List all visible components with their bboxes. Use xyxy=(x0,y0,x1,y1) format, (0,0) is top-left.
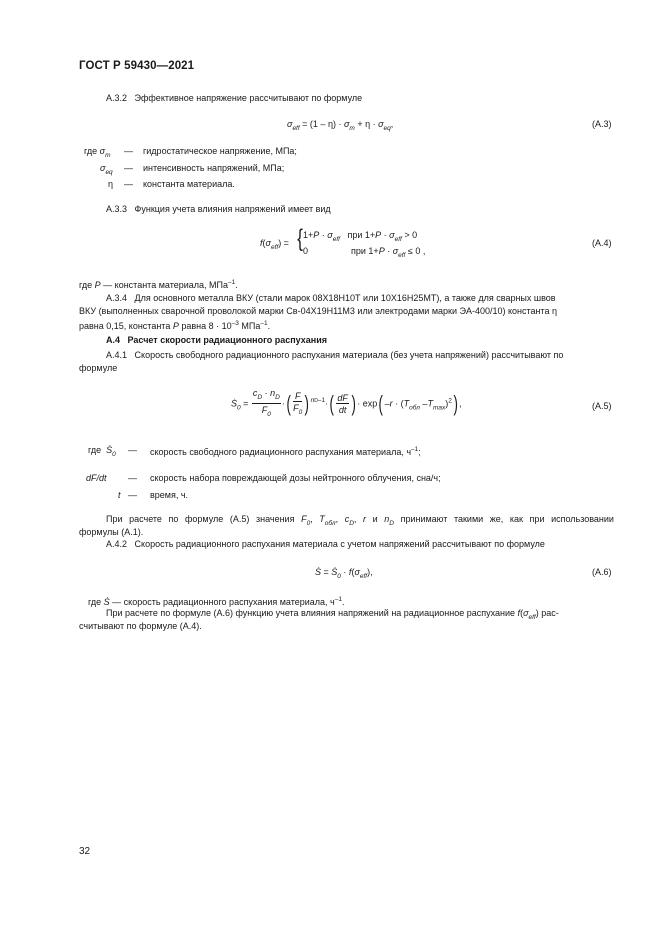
clause-a34-line2: ВКУ (выполненных сварочной проволокой марки Св-04Х19Н11М3 или электродами марки ЭА-400/10) константа η xyxy=(79,306,558,316)
constant-p-note: где P — константа материала, МПа$^{-1}$. xyxy=(79,279,238,290)
note-a5-line1: При расчете по формуле (А.5) значения $F_0$, $T_{обл}$, $c_D$, r и $n_D$ принимают такими же, как при использовании xyxy=(106,514,614,527)
formula-a4-case2: 0 при $1+P \cdot \sigma_{eff} \le 0$ , xyxy=(303,246,426,259)
legend-symbol: t xyxy=(118,490,121,500)
note-a6-line2: считывают по формуле (А.4). xyxy=(79,621,202,631)
brace-icon: { xyxy=(297,225,303,252)
formula-a4-lhs: $f(\sigma_{eff})$ = xyxy=(260,238,289,251)
formula-a3: $\sigma_{eff} = (1 - \eta) \cdot \sigma_m + \eta \cdot \sigma_{eq}$, xyxy=(287,119,394,132)
formula-a5: Ṡ$_0$ = $\frac{c_D \cdot n_D}{F_0}$ ·( $\frac{F}{F_0}$ )$^{nD-1}$·( $\frac{dF}{dt}$ )· $\exp(-r \cdot (T_{обл}$ $-T_{max})^2$), xyxy=(231,388,462,418)
formula-tag-a5: (А.5) xyxy=(592,401,612,411)
formula-tag-a6: (А.6) xyxy=(592,567,612,577)
legend-dash: — xyxy=(128,445,137,455)
legend-symbol: $\sigma_{eq}$ xyxy=(100,163,113,176)
clause-a32 xyxy=(106,92,362,104)
legend-dash: — xyxy=(124,163,133,173)
clause-a33: А.3.3 Функция учета влияния напряжений имеет вид xyxy=(106,204,331,214)
section-a4-heading: А.4 Расчет скорости радиационного распухания xyxy=(106,335,328,345)
clause-a41-line1: А.4.1 Скорость свободного радиационного распухания материала (без учета напряжений) рассчитывают по xyxy=(106,350,564,360)
legend-symbol: dF/dt xyxy=(86,473,107,483)
legend-dash: — xyxy=(124,146,133,156)
formula-tag-a4: (А.4) xyxy=(592,238,612,248)
where-s: где Ṡ — скорость радиационного распухания материала, $ч^{-1}$. xyxy=(88,596,345,607)
legend-text: гидростатическое напряжение, МПа; xyxy=(143,146,297,156)
clause-number: А.3.2 xyxy=(106,93,128,103)
legend-text: время, ч. xyxy=(150,490,189,500)
note-a5-line2: формулы (А.1). xyxy=(79,527,144,537)
legend-symbol: η xyxy=(108,179,114,189)
legend-where: где Ṡ$_0$ xyxy=(88,445,116,458)
legend-text: скорость свободного радиационного распухания материала, $ч^{-1}$; xyxy=(150,446,421,457)
legend-where: где $\sigma_m$ xyxy=(84,146,111,159)
formula-a6: Ṡ = Ṡ$_0$ · $f(\sigma_{eff})$, xyxy=(315,567,373,580)
clause-a34-line3: равна 0,15, константа P равна $8 \cdot 10^{-3}$ МПа$^{-1}$. xyxy=(79,320,271,331)
note-a6-line1: При расчете по формуле (А.6) функцию учета влияния напряжений на радиационное распухание $f(\sigma_{eff})$ рас- xyxy=(106,608,559,621)
legend-text: интенсивность напряжений, МПа; xyxy=(143,163,285,173)
legend-dash: — xyxy=(124,179,133,189)
clause-a34-line1: А.3.4 Для основного металла ВКУ (стали марок 08Х18Н10Т или 10Х16Н25МТ), а также для сварных швов xyxy=(106,293,556,303)
legend-text: константа материала. xyxy=(143,179,235,189)
legend-dash: — xyxy=(128,490,137,500)
legend-text: скорость набора повреждающей дозы нейтронного облучения, сна/ч; xyxy=(150,473,441,483)
formula-tag-a3: (А.3) xyxy=(592,119,612,129)
standard-header: ГОСТ Р 59430—2021 xyxy=(79,60,195,72)
legend-dash: — xyxy=(128,473,137,483)
clause-a42: А.4.2 Скорость радиационного распухания материала с учетом напряжений рассчитывают по формуле xyxy=(106,539,545,549)
clause-text: Эффективное напряжение рассчитывают по формуле xyxy=(134,93,363,103)
page-number: 32 xyxy=(79,846,91,857)
clause-a41-line2: формуле xyxy=(79,363,118,373)
formula-a4-case1: $1+P \cdot \sigma_{eff}$ при $1+P \cdot \sigma_{eff} > 0$ xyxy=(303,230,418,243)
